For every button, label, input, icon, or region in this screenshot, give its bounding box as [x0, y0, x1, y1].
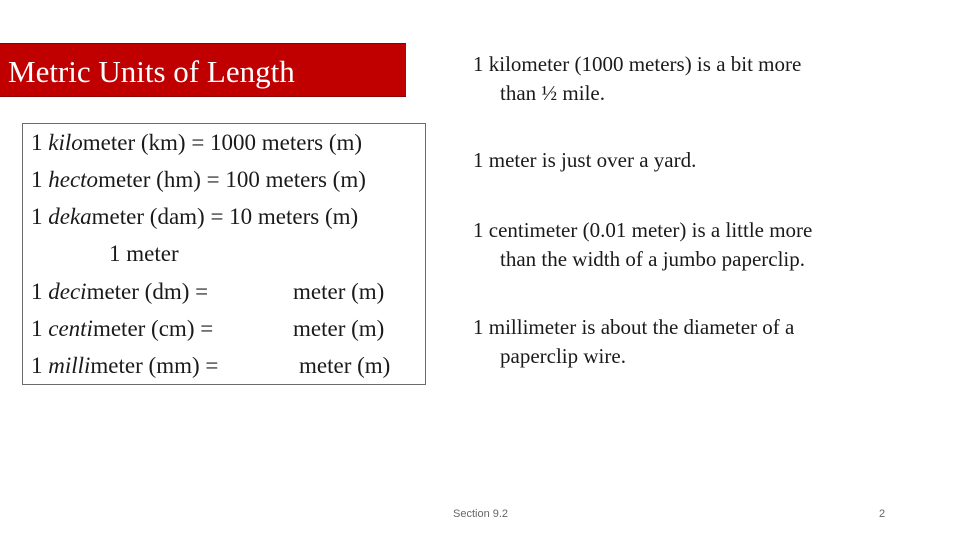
unit-row-decimeter: 1 decimeter (dm) = [31, 279, 209, 304]
fact-millimeter-line2: paperclip wire. [500, 344, 626, 368]
fact-centimeter-line2: than the width of a jumbo paperclip. [500, 247, 806, 271]
slide-title: Metric Units of Length [8, 54, 295, 89]
page-number: 2 [879, 508, 886, 520]
fact-kilometer [473, 50, 801, 108]
title-bar [0, 43, 406, 97]
metric-units-box [22, 123, 426, 385]
unit-centimeter-result: meter (m) [293, 316, 385, 341]
fact-meter-line1: 1 meter is just over a yard. [473, 148, 697, 172]
fact-centimeter-line1: 1 centimeter (0.01 meter) is a little more [473, 218, 813, 242]
unit-row-centimeter: 1 centimeter (cm) = [31, 316, 214, 341]
fact-millimeter-line1: 1 millimeter is about the diameter of a [473, 315, 795, 339]
unit-row-kilometer: 1 kilometer (km) = 1000 meters (m) [31, 130, 363, 155]
fact-millimeter [473, 313, 794, 371]
fact-kilometer-line2: than ½ mile. [500, 81, 605, 105]
unit-decimeter-result: meter (m) [293, 279, 385, 304]
fact-centimeter [473, 216, 812, 274]
unit-row-hectometer: 1 hectometer (hm) = 100 meters (m) [31, 167, 366, 192]
unit-row-dekameter: 1 dekameter (dam) = 10 meters (m) [31, 204, 359, 229]
footer-section-label: Section 9.2 [453, 508, 509, 520]
fact-kilometer-line1: 1 kilometer (1000 meters) is a bit more [473, 52, 802, 76]
fact-meter [473, 146, 696, 175]
unit-row-meter: 1 meter [109, 241, 179, 266]
unit-row-millimeter: 1 millimeter (mm) = [31, 353, 219, 378]
unit-millimeter-result: meter (m) [299, 353, 391, 378]
